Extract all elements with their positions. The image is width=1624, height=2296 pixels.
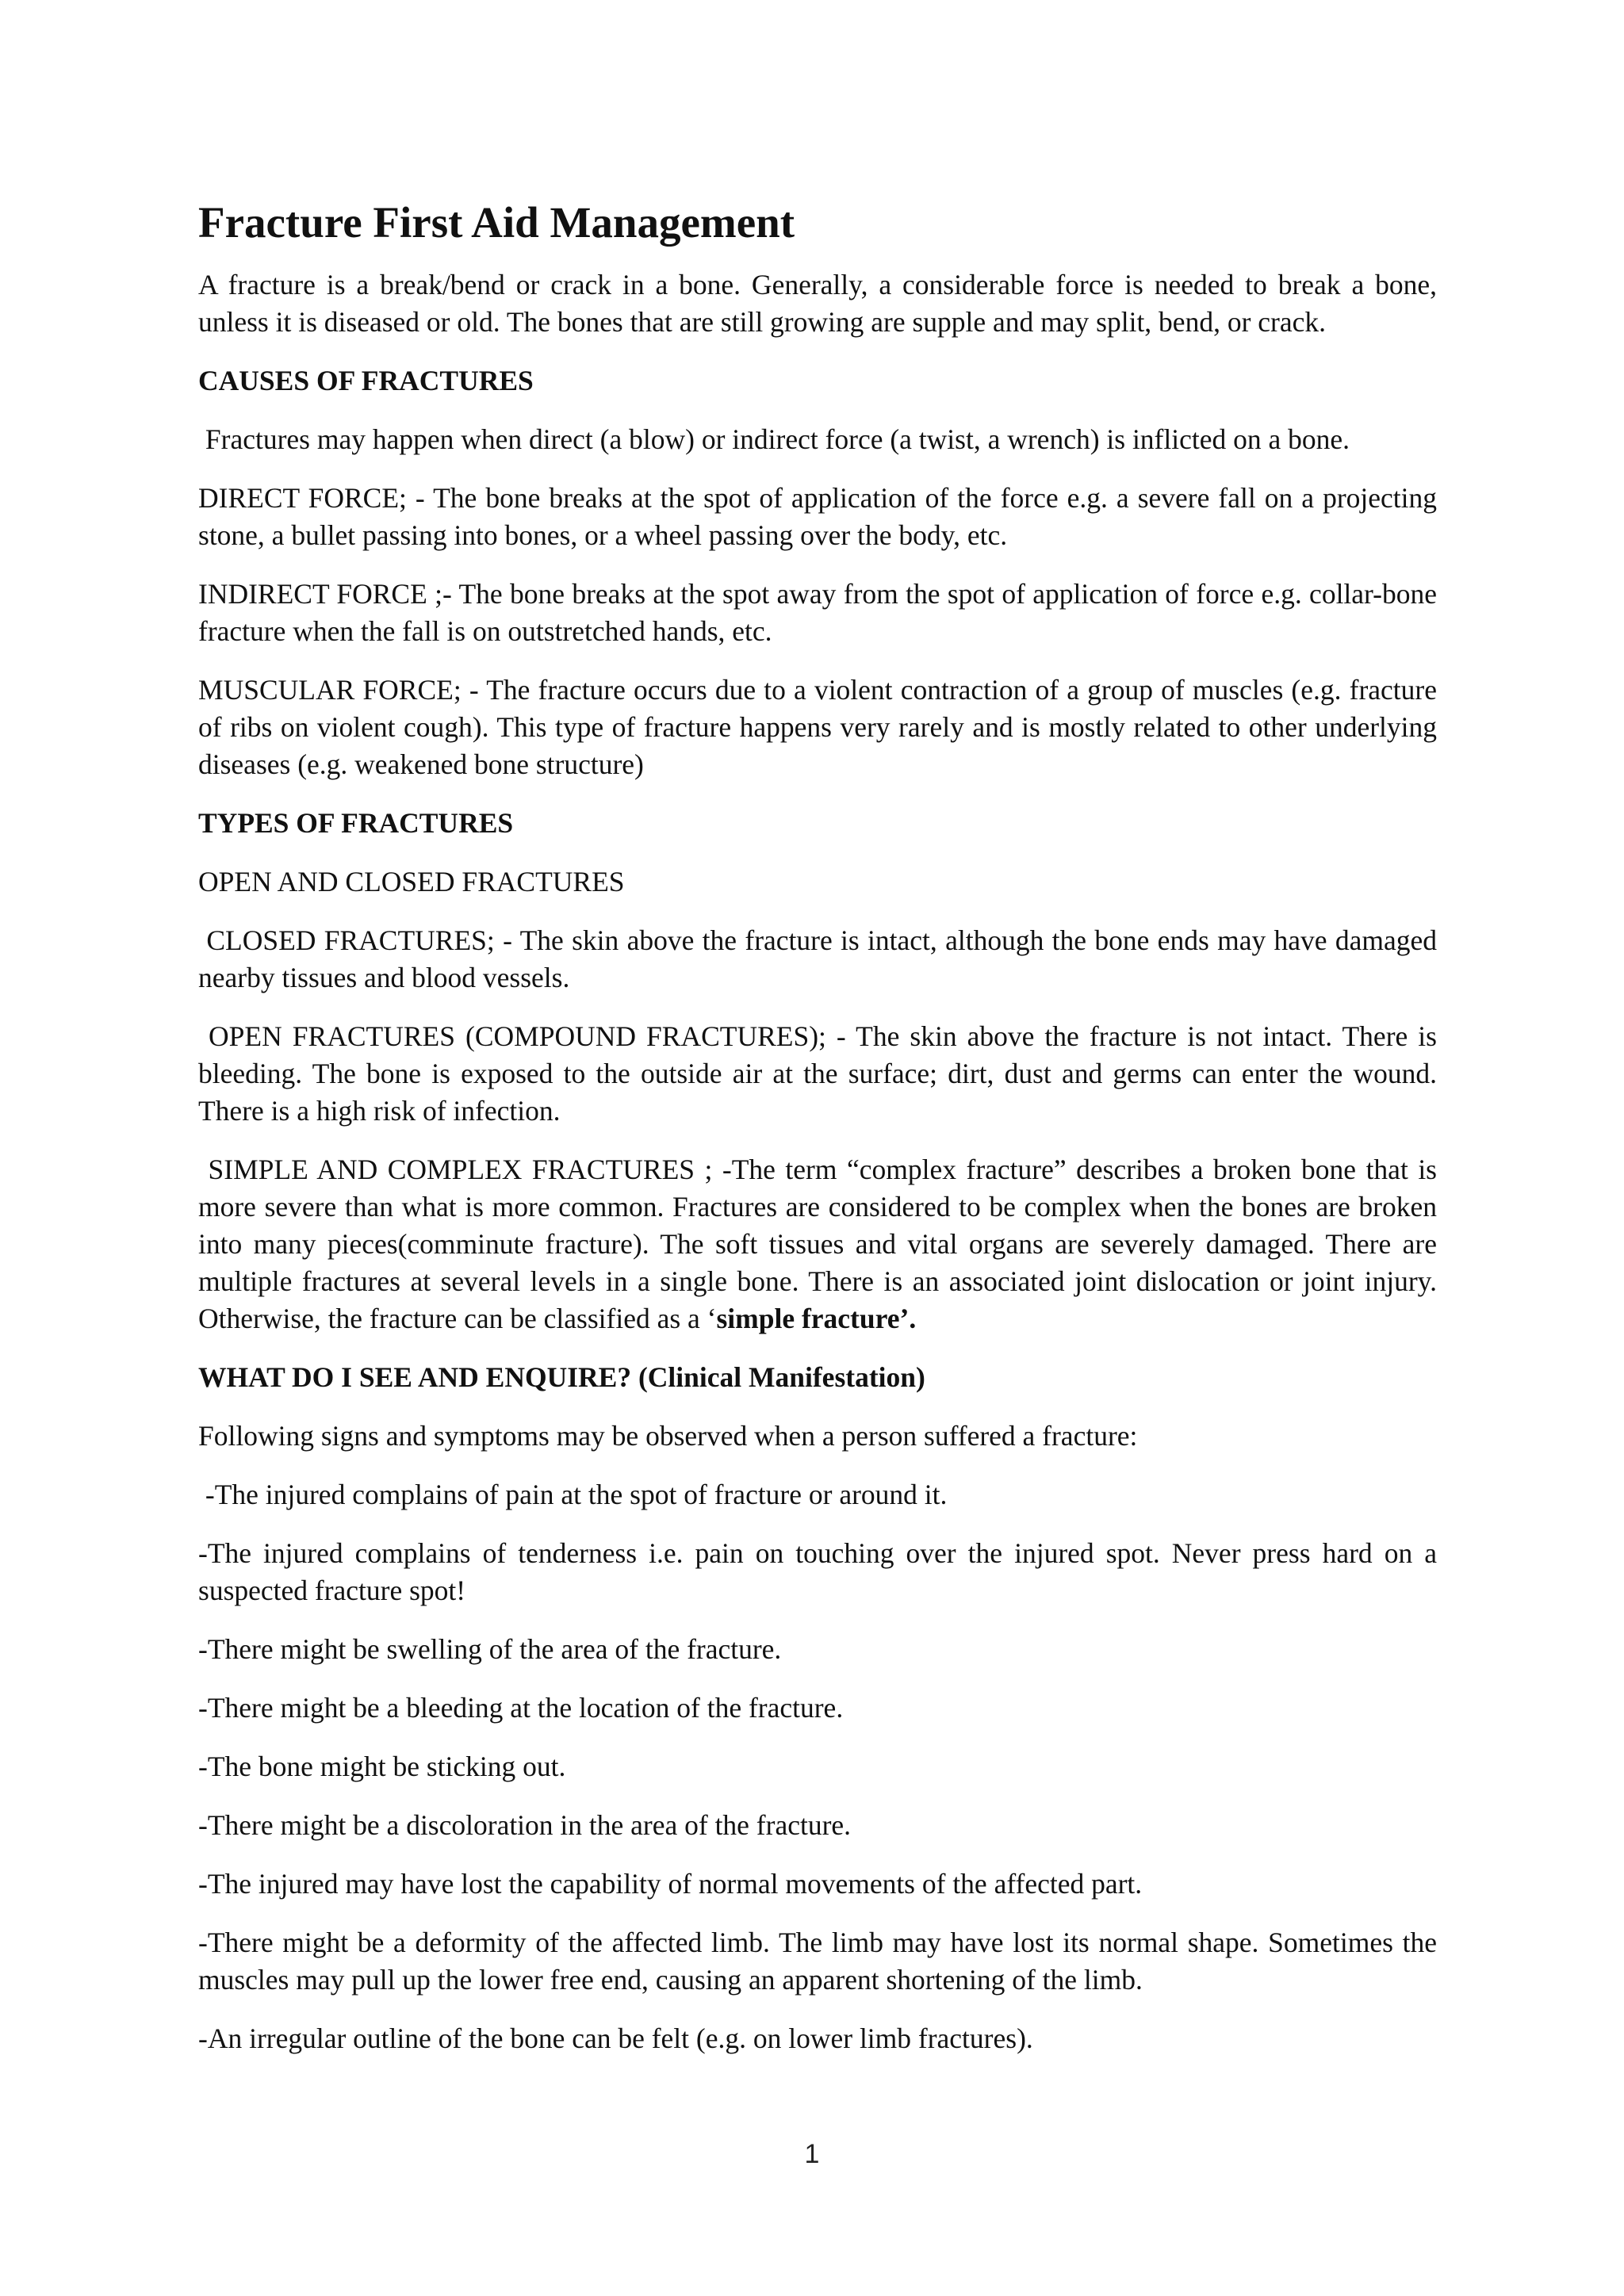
clinical-manifestation-heading: WHAT DO I SEE AND ENQUIRE? (Clinical Manifestation) [198, 1361, 925, 1393]
sign-item: -The injured complains of pain at the spot of fracture or around it. [205, 1479, 948, 1510]
sign-item: -There might be a deformity of the affected limb. The limb may have lost its normal shape. Sometimes the muscles may pull up the lower free end, causing an apparent shortening of the limb. [198, 1927, 1437, 1996]
signs-intro-paragraph: Following signs and symptoms may be observed when a person suffered a fracture: [198, 1420, 1138, 1452]
causes-heading: CAUSES OF FRACTURES [198, 365, 534, 396]
intro-paragraph: A fracture is a break/bend or crack in a bone. Generally, a considerable force is needed to break a bone, unless it is diseased or old. The bones that are still growing are supple and may split, bend, or crack. [198, 269, 1437, 338]
sign-item: -The bone might be sticking out. [198, 1751, 566, 1782]
closed-fractures-paragraph: CLOSED FRACTURES; - The skin above the fracture is intact, although the bone ends may have damaged nearby tissues and blood vessels. [198, 924, 1437, 993]
indirect-force-paragraph: INDIRECT FORCE ;- The bone breaks at the spot away from the spot of application of force e.g. collar-bone fracture when the fall is on outstretched hands, etc. [198, 578, 1437, 647]
page-content [198, 197, 1437, 2079]
muscular-force-paragraph: MUSCULAR FORCE; - The fracture occurs due to a violent contraction of a group of muscles (e.g. fracture of ribs on violent cough). This type of fracture happens very rarely and is mostly related to other underlying diseases (e.g. weakened bone structure) [198, 674, 1437, 780]
direct-force-paragraph: DIRECT FORCE; - The bone breaks at the spot of application of the force e.g. a severe fall on a projecting stone, a bullet passing into bones, or a wheel passing over the body, etc. [198, 482, 1437, 551]
sign-item: -The injured complains of tenderness i.e. pain on touching over the injured spot. Never press hard on a suspected fracture spot! [198, 1537, 1437, 1606]
sign-item: -There might be a bleeding at the location of the fracture. [198, 1692, 844, 1724]
sign-item: -There might be swelling of the area of the fracture. [198, 1633, 782, 1665]
open-closed-heading: OPEN AND CLOSED FRACTURES [198, 866, 625, 897]
document-title: Fracture First Aid Management [198, 198, 795, 247]
simple-fracture-term: simple fracture’. [716, 1303, 917, 1334]
sign-item: -There might be a discoloration in the area of the fracture. [198, 1809, 852, 1841]
open-fractures-paragraph: OPEN FRACTURES (COMPOUND FRACTURES); - The skin above the fracture is not intact. There is bleeding. The bone is exposed to the outside air at the surface; dirt, dust and germs can enter the wound. There is a high risk of infection. [198, 1020, 1437, 1127]
page-number: 1 [804, 2139, 820, 2169]
causes-intro-paragraph: Fractures may happen when direct (a blow) or indirect force (a twist, a wrench) is inflicted on a bone. [205, 423, 1350, 455]
simple-complex-paragraph: SIMPLE AND COMPLEX FRACTURES ; -The term “complex fracture” describes a broken bone that is more severe than what is more common. Fractures are considered to be complex when the bones are broken into many pieces(comminute fracture). The soft tissues and vital organs are severely damaged. There are multiple fractures at several levels in a single bone. There is an associated joint dislocation or joint injury. Otherwise, the fracture can be classified as a ‘simple fracture’. [198, 1154, 1437, 1334]
types-heading: TYPES OF FRACTURES [198, 807, 514, 839]
sign-item: -An irregular outline of the bone can be felt (e.g. on lower limb fractures). [198, 2022, 1033, 2054]
sign-item: -The injured may have lost the capability of normal movements of the affected part. [198, 1868, 1143, 1900]
